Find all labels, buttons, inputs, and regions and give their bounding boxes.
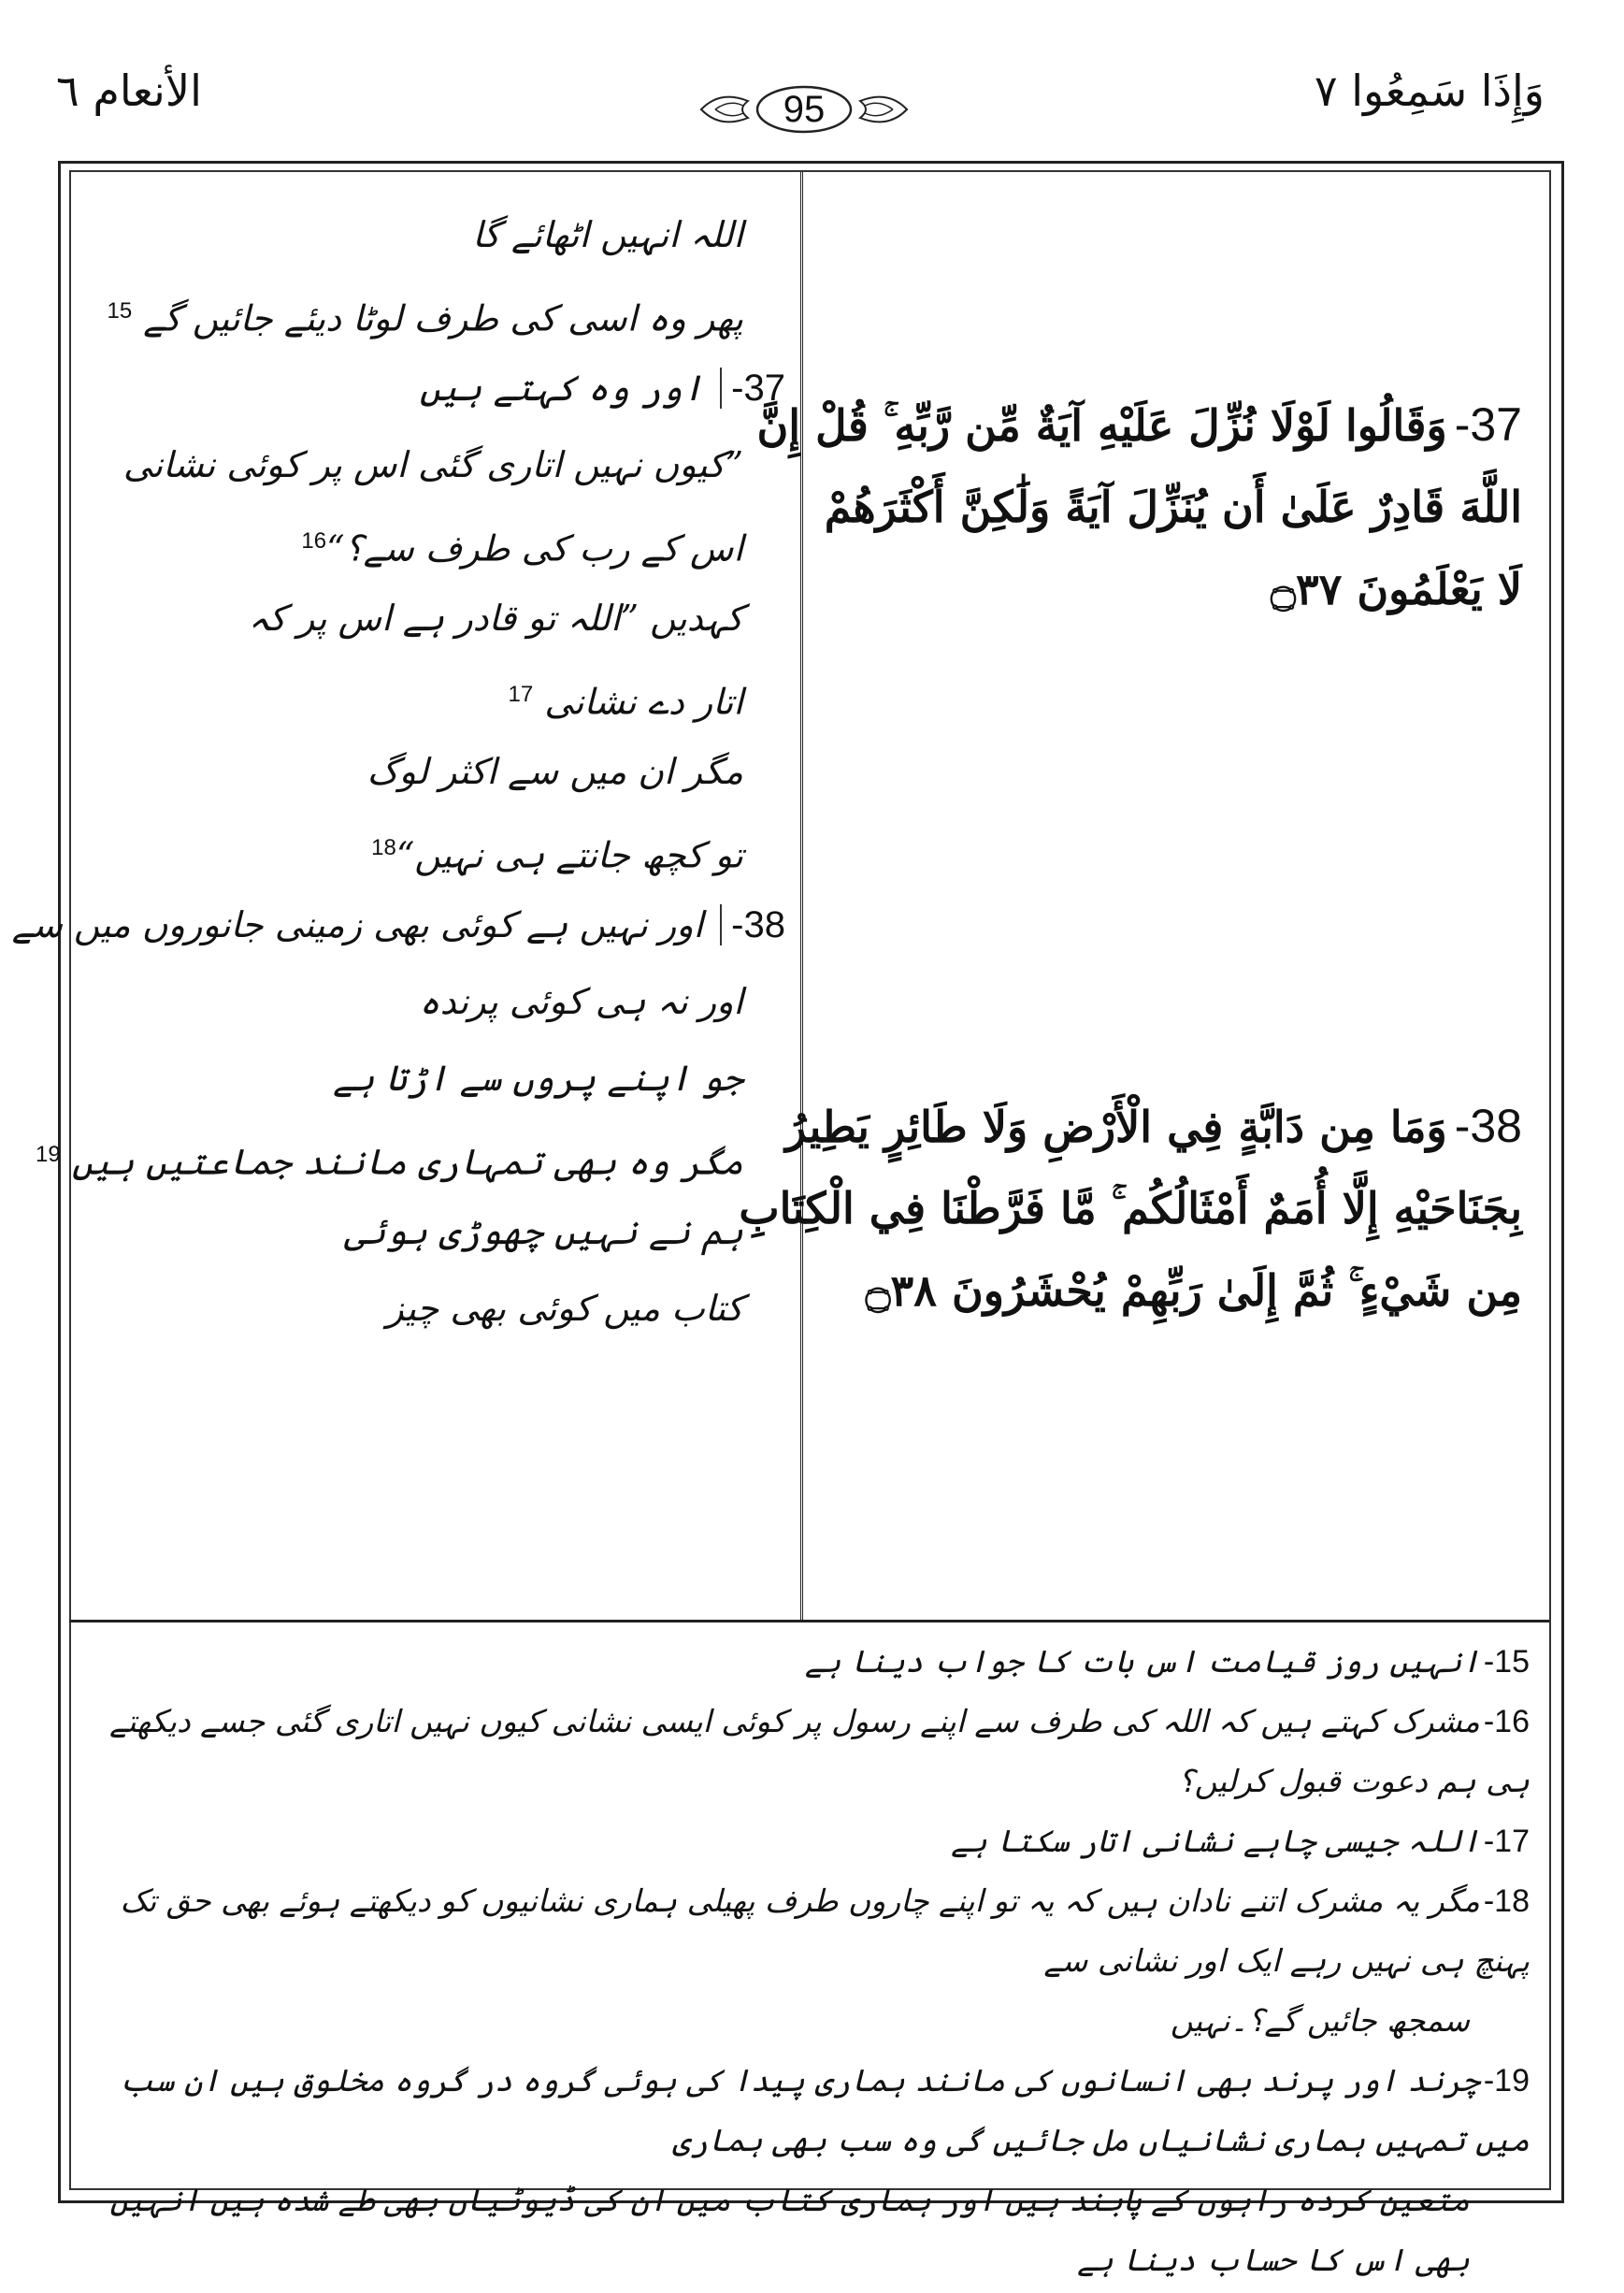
footnote-continuation: متعین کردہ راہوں کے پابند ہیں اور ہماری کتاب میں ان کی ڈیوٹیاں بھی طے شدہ ہیں انہیں بھی اس کا حساب دینا ہے — [109, 2182, 1470, 2278]
footnote: 15-انہیں روز قیامت اس بات کا جواب دینا ہے — [804, 1643, 1530, 1680]
footnote-number: 19- — [1483, 2063, 1530, 2098]
translation-line: کہدیں ”اللہ تو قادر ہے اس پر کہ — [248, 598, 743, 639]
verse-number: 37- — [1454, 398, 1522, 451]
page-number-ornament — [692, 82, 916, 137]
footnote-number: 18- — [1483, 1883, 1530, 1919]
translation-line: تو کچھ جانتے ہی نہیں“$^{18}$ — [371, 834, 743, 876]
arabic-verse-37 — [756, 383, 1541, 630]
footnote-divider — [69, 1620, 1549, 1622]
footnote-ref[interactable]: 17 — [508, 682, 534, 707]
page-number: 95 — [783, 89, 826, 130]
verse-number: 38- — [720, 904, 785, 945]
translation-line: ہم نے نہیں چھوڑی ہوئی — [344, 1211, 743, 1252]
footnote-number: 17- — [1483, 1824, 1530, 1859]
footnote-number: 15- — [1483, 1644, 1530, 1680]
footnote-number: 16- — [1483, 1704, 1530, 1739]
translation-line: اور نہ ہی کوئی پرندہ — [419, 981, 743, 1022]
footnote: 19-چرند اور پرند بھی انسانوں کی مانند ہماری پیدا کی ہوئی گروہ در گروہ مخلوق ہیں ان سب میں تمہیں ہماری نشانیاں مل جائیں گی وہ سب بھی ہماری — [120, 2062, 1530, 2158]
translation-line: مگر ان میں سے اکثر لوگ — [366, 751, 743, 792]
translation-line: ”کیوں نہیں اتاری گئی اس پر کوئی نشانی — [122, 444, 743, 485]
footnote-ref[interactable]: 15 — [107, 298, 133, 324]
arabic-line: 38-وَمَا مِن دَابَّةٍ فِي الْأَرْضِ وَلَا طَائِرٍ يَطِيرُ — [785, 1100, 1522, 1152]
footnotes — [77, 1632, 1535, 2290]
surah-title: الأنعام ٦ — [56, 65, 202, 116]
footnote: 17-اللہ جیسی چاہے نشانی اتار سکتا ہے — [951, 1823, 1530, 1859]
translation-line: پھر وہ اسی کی طرف لوٹا دیئے جائیں گے $^{15}$ — [107, 297, 743, 339]
translation-line: مگر وہ بھی تمہاری مانند جماعتیں ہیں $^{19}$ — [36, 1141, 743, 1183]
translation-line: اس کے رب کی طرف سے؟“$^{16}$ — [301, 527, 743, 570]
translation-line: 38-اور نہیں ہے کوئی بھی زمینی جانوروں میں سے — [11, 904, 785, 945]
translation-line: اتار دے نشانی $^{17}$ — [508, 681, 743, 723]
arabic-line: اللَّهَ قَادِرٌ عَلَىٰ أَن يُنَزِّلَ آيَةً وَلَٰكِنَّ أَكْثَرَهُمْ — [824, 482, 1522, 532]
footnote: 16-مشرک کہتے ہیں کہ اللہ کی طرف سے اپنے رسول پر کوئی ایسی نشانی کیوں نہیں اتاری گئی جسے دیکھتے ہی ہم دعوت قبول کرلیں؟ — [109, 1703, 1530, 1799]
translation-line: 37-اور وہ کہتے ہیں — [419, 368, 785, 409]
footnote: 18-مگر یہ مشرک اتنے نادان ہیں کہ یہ تو اپنے چاروں طرف پھیلی ہماری نشانیوں کو دیکھتے ہوئے بھی حق تک پہنچ ہی نہیں رہے ایک اور نشانی سے — [120, 1882, 1530, 1979]
translation-line: اللہ انہیں اٹھائے گا — [472, 214, 743, 255]
arabic-line: 37-وَقَالُوا لَوْلَا نُزِّلَ عَلَيْهِ آيَةٌ مِّن رَّبِّهِ ۚ قُلْ إِنَّ — [756, 398, 1522, 451]
translation-column — [11, 196, 785, 1347]
verse-number: 37- — [720, 368, 785, 409]
translation-line: جو اپنے پروں سے اڑتا ہے — [333, 1058, 743, 1099]
translation-line: کتاب میں کوئی بھی چیز — [386, 1288, 743, 1329]
arabic-line: بِجَنَاحَيْهِ إِلَّا أُمَمٌ أَمْثَالُكُم ۚ مَّا فَرَّطْنَا فِي الْكِتَابِ — [739, 1183, 1522, 1233]
arabic-verse-38 — [739, 1085, 1541, 1332]
footnote-ref[interactable]: 16 — [301, 528, 327, 554]
verse-number: 38- — [1454, 1100, 1522, 1152]
footnote-ref[interactable]: 19 — [36, 1142, 61, 1167]
footnote-continuation: سمجھ جائیں گے؟۔نہیں — [1170, 2002, 1470, 2039]
arabic-line: مِن شَيْءٍ ۚ ثُمَّ إِلَىٰ رَبِّهِمْ يُحْشَرُونَ ۝٣٨ — [865, 1265, 1522, 1316]
juz-title: وَإِذَا سَمِعُوا ۷ — [1314, 65, 1545, 116]
arabic-line: لَا يَعْلَمُونَ ۝٣٧ — [1271, 564, 1522, 614]
footnote-ref[interactable]: 18 — [371, 835, 396, 860]
